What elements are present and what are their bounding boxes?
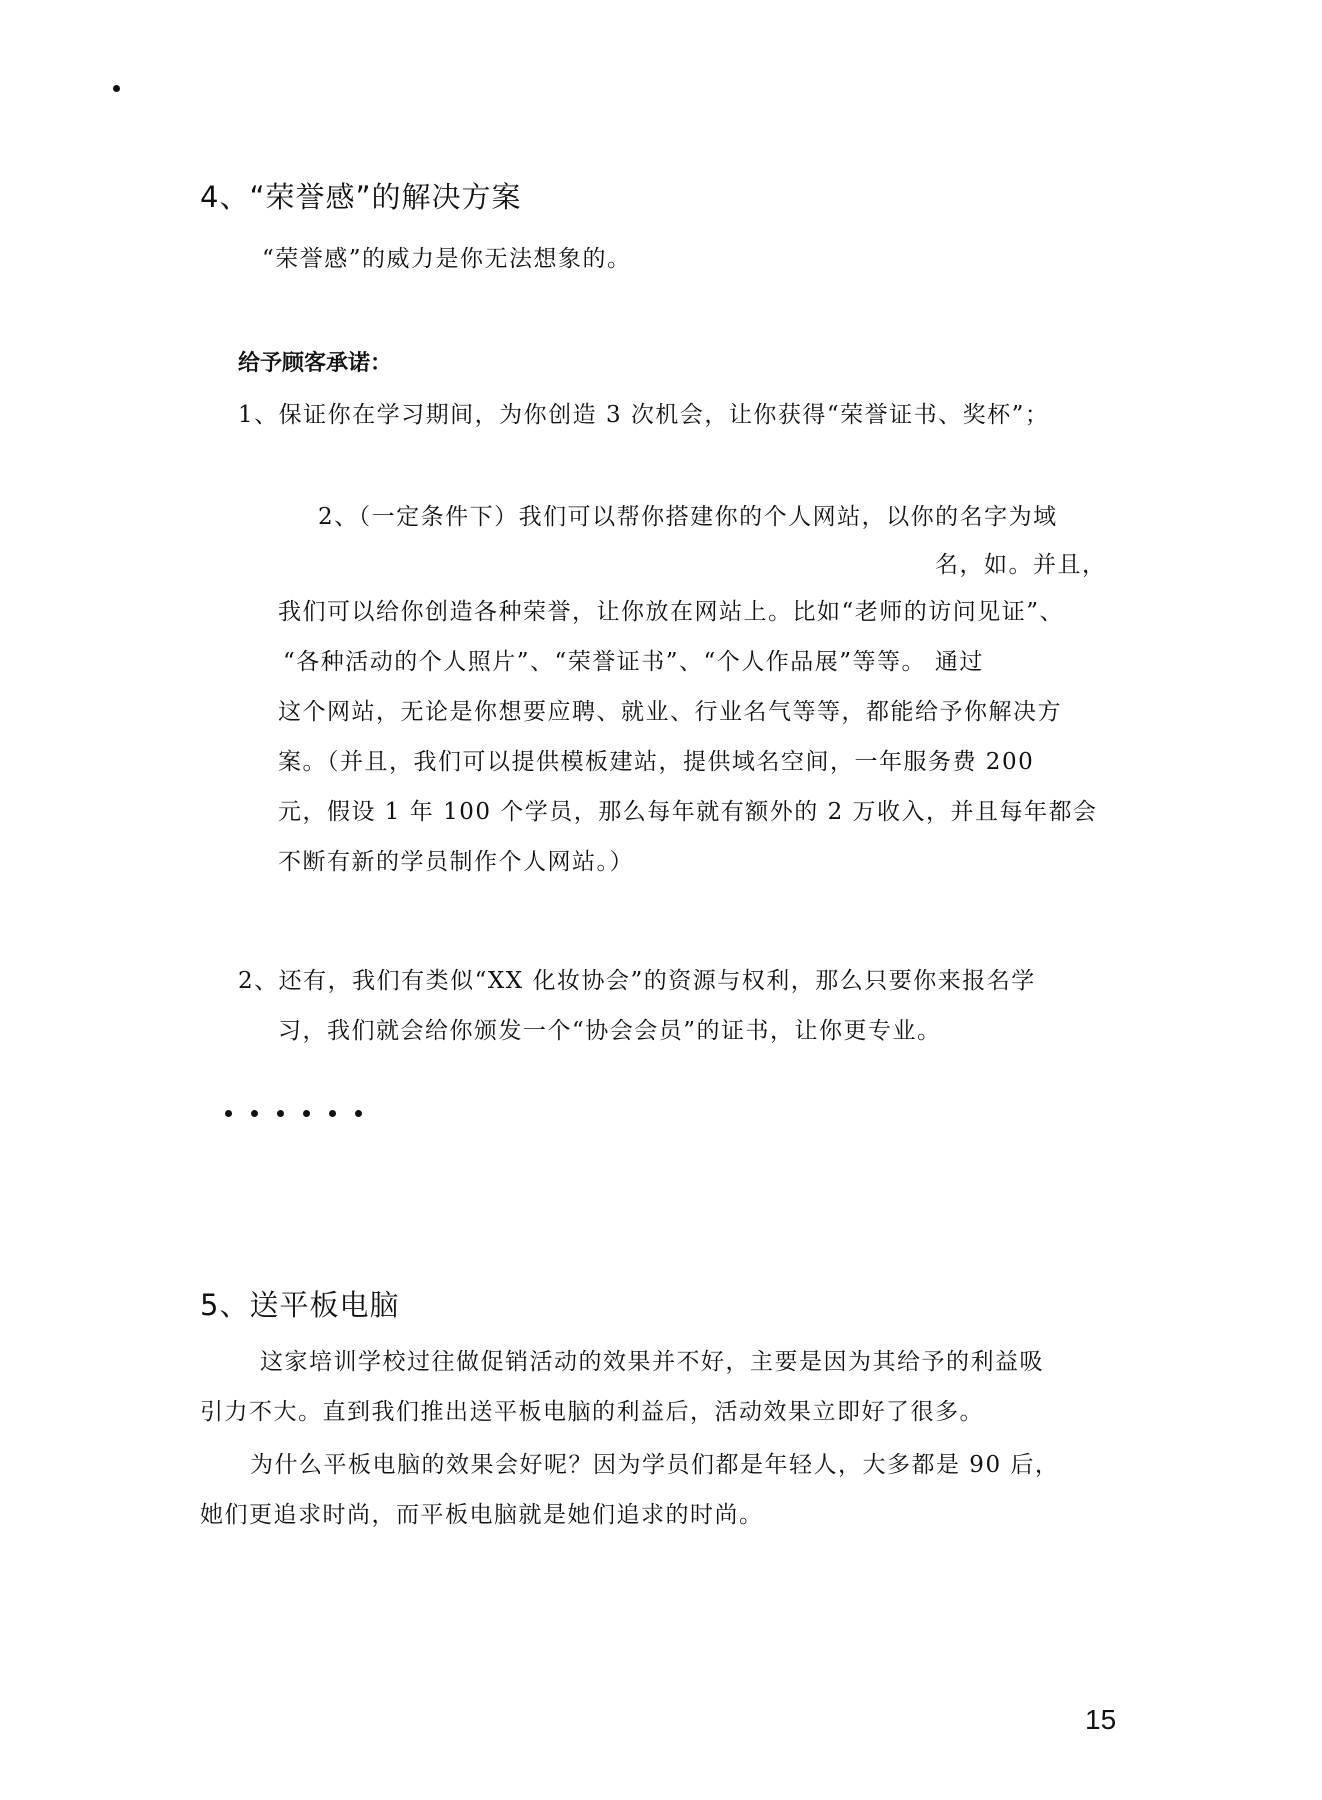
promise-item-3-line-2: 习，我们就会给你颁发一个“协会会员”的证书，让你更专业。 xyxy=(278,1018,942,1044)
promise-item-2-line-2: 名，如。并且， xyxy=(935,552,1107,578)
ellipsis-dot xyxy=(329,1110,336,1117)
ellipsis-dots xyxy=(225,1110,362,1130)
promise-item-2-line-3: 我们可以给你创造各种荣誉，让你放在网站上。比如“老师的访问见证”、 xyxy=(278,599,1065,625)
section-5-paragraph-2-line-2: 她们更追求时尚，而平板电脑就是她们追求的时尚。 xyxy=(200,1502,764,1528)
section-5-paragraph-1-line-1: 这家培训学校过往做促销活动的效果并不好，主要是因为其给予的利益吸 xyxy=(260,1349,1044,1375)
promise-item-2-line-1: 2、（一定条件下）我们可以帮你搭建你的个人网站，以你的名字为域 xyxy=(318,504,1058,530)
ellipsis-dot xyxy=(355,1110,362,1117)
promise-item-1: 1、保证你在学习期间，为你创造 3 次机会，让你获得“荣誉证书、奖杯”； xyxy=(238,402,1050,428)
page-number: 15 xyxy=(1085,1704,1117,1735)
promise-item-2-line-4: “各种活动的个人照片”、“荣誉证书”、“个人作品展”等等。 通过 xyxy=(283,649,984,675)
ellipsis-dot xyxy=(225,1110,232,1117)
promise-item-2-line-7: 元，假设 1 年 100 个学员，那么每年就有额外的 2 万收入，并且每年都会 xyxy=(278,799,1098,825)
promise-item-2-line-8: 不断有新的学员制作个人网站。） xyxy=(278,849,634,875)
promise-heading: 给予顾客承诺： xyxy=(238,351,393,376)
ellipsis-dot xyxy=(251,1110,258,1117)
promise-item-2-line-5: 这个网站，无论是你想要应聘、就业、行业名气等等，都能给予你解决方 xyxy=(278,699,1062,725)
section-5-paragraph-1-line-2: 引力不大。直到我们推出送平板电脑的利益后，活动效果立即好了很多。 xyxy=(200,1399,984,1425)
section-4-intro: “荣誉感”的威力是你无法想象的。 xyxy=(262,246,632,272)
ellipsis-dot xyxy=(303,1110,310,1117)
section-4-title: 4、“荣誉感”的解决方案 xyxy=(200,180,522,214)
promise-item-2-line-6: 案。（并且，我们可以提供模板建站，提供域名空间，一年服务费 200 xyxy=(278,749,1035,775)
ellipsis-dot xyxy=(277,1110,284,1117)
section-5-paragraph-2-line-1: 为什么平板电脑的效果会好呢？因为学员们都是年轻人，大多都是 90 后， xyxy=(250,1452,1060,1478)
section-5-title: 5、送平板电脑 xyxy=(200,1288,400,1322)
promise-item-3-line-1: 2、还有，我们有类似“XX 化妆协会”的资源与权利，那么只要你来报名学 xyxy=(238,968,1036,994)
stray-dot-mark xyxy=(113,85,120,92)
